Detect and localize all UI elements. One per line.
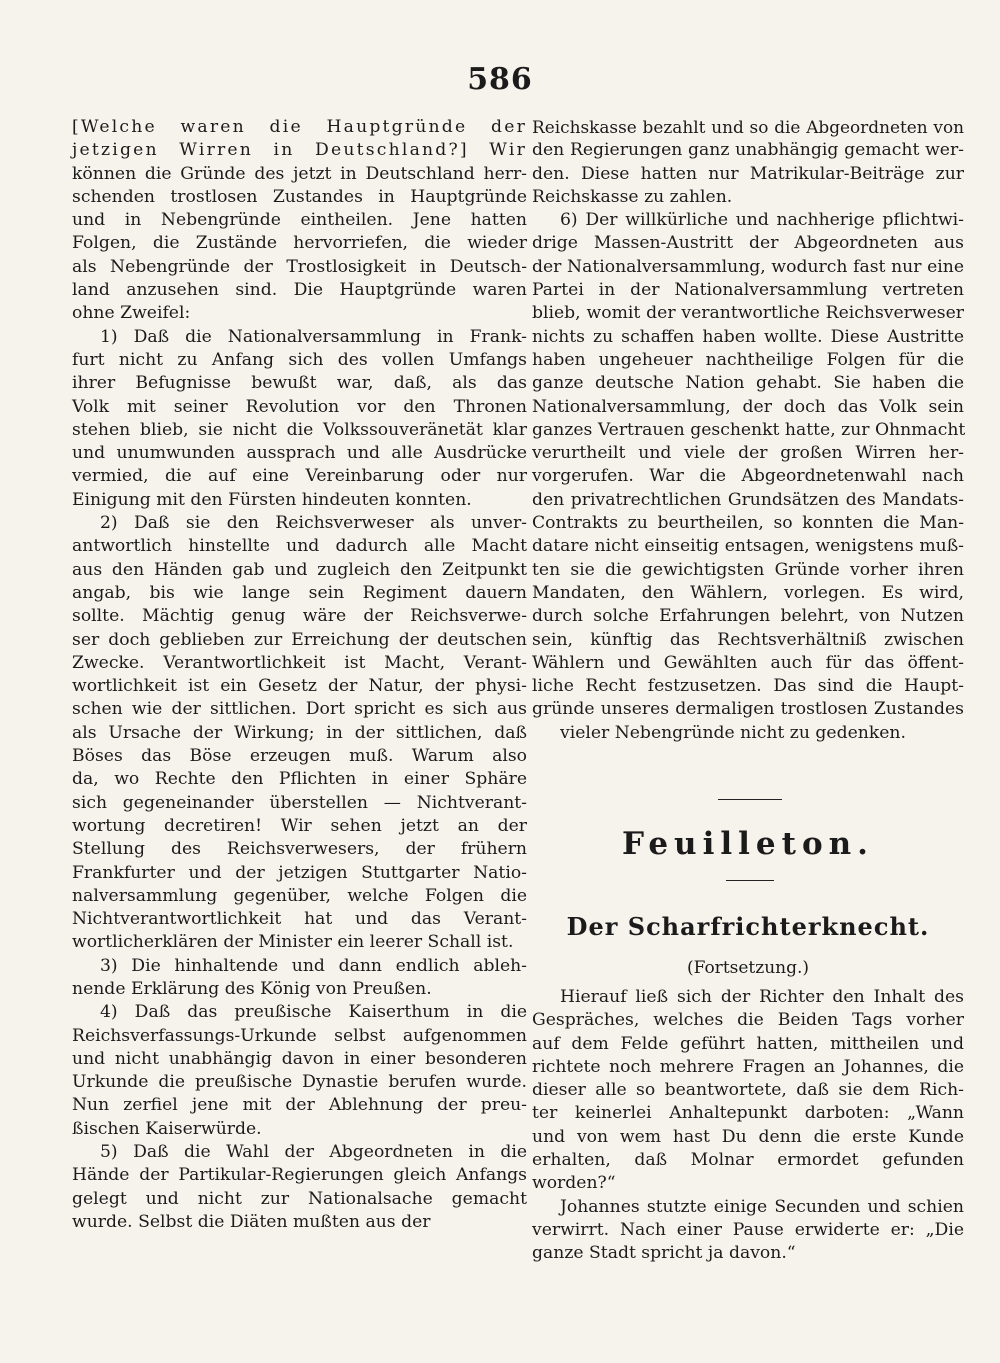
story-line: verwirrt. Nach einer Pause erwiderte er: „Die <box>532 1219 964 1240</box>
text-line: sollte. Mächtig genug wäre der Reichsverwe- <box>72 606 527 627</box>
story-line: Johannes stutzte einige Secunden und schien <box>560 1196 964 1217</box>
text-line: 6) Der willkürliche und nachherige pflichtwi- <box>560 210 964 231</box>
feuilleton-divider <box>726 880 774 881</box>
text-line: 1) Daß die Nationalversammlung in Frank- <box>100 326 527 347</box>
text-line: [Welche waren die Hauptgründe der <box>72 117 527 137</box>
text-line: Reichskasse bezahlt und so die Abgeordneten von <box>532 117 964 137</box>
text-line: Folgen, die Zustände hervorriefen, die wieder <box>72 233 527 254</box>
text-line: vermied, die auf eine Vereinbarung oder nur <box>72 466 527 487</box>
left-column <box>72 116 527 1234</box>
text-line: den privatrechtlichen Grundsätzen des Mandats- <box>532 489 964 510</box>
text-line: Nationalversammlung, der doch das Volk sein <box>532 396 964 417</box>
text-line: gelegt und nicht zur Nationalsache gemacht <box>72 1188 527 1209</box>
text-line: Frankfurter und der jetzigen Stuttgarter Natio- <box>72 862 527 883</box>
text-line: angab, bis wie lange sein Regiment dauern <box>72 582 527 603</box>
story-line: richtete noch mehrere Fragen an Johannes, die <box>532 1056 964 1077</box>
text-line: vieler Nebengründe nicht zu gedenken. <box>560 722 906 743</box>
text-line: furt nicht zu Anfang sich des vollen Umfangs <box>72 349 527 370</box>
text-line: Nun zerfiel jene mit der Ablehnung der preu- <box>72 1095 527 1116</box>
story-title: Der Scharfrichterknecht. <box>566 912 930 941</box>
text-line: jetzigen Wirren in Deutschland?] Wir <box>72 140 527 161</box>
story-line: auf dem Felde geführt hatten, mittheilen und <box>532 1033 964 1054</box>
text-line: Partei in der Nationalversammlung vertreten <box>532 280 964 301</box>
story-text <box>532 986 964 1266</box>
text-line: nichts zu schaffen haben wollte. Diese Austritte <box>532 326 964 347</box>
text-line: ganze deutsche Nation gehabt. Sie haben die <box>532 373 964 394</box>
text-line: sein, künftig das Rechtsverhältniß zwischen <box>532 629 964 650</box>
text-line: wortung decretiren! Wir sehen jetzt an der <box>72 815 527 836</box>
text-line: antwortlich hinstellte und dadurch alle Macht <box>72 536 527 557</box>
text-line: Urkunde die preußische Dynastie berufen wurde. <box>72 1072 527 1093</box>
text-line: wortlichkeit ist ein Gesetz der Natur, der physi- <box>72 676 527 697</box>
text-line: ten sie die gewichtigsten Gründe vorher ihren <box>532 559 964 580</box>
text-line: wurde. Selbst die Diäten mußten aus der <box>72 1211 431 1232</box>
text-line: durch solche Erfahrungen belehrt, von Nutzen <box>532 606 964 627</box>
text-line: 2) Daß sie den Reichsverweser als unver- <box>100 513 527 534</box>
text-line: als Ursache der Wirkung; in der sittlichen, daß <box>72 722 527 743</box>
text-line: Wählern und Gewählten auch für das öffent- <box>532 652 964 673</box>
text-line: der Nationalversammlung, wodurch fast nur eine <box>532 256 964 277</box>
story-line: und von wem hast Du denn die erste Kunde <box>532 1126 964 1147</box>
text-line: Volk mit seiner Revolution vor den Thronen <box>72 396 527 417</box>
text-line: 4) Daß das preußische Kaiserthum in die <box>100 1002 527 1023</box>
text-line: 3) Die hinhaltende und dann endlich ableh- <box>100 955 527 976</box>
text-line: land anzusehen sind. Die Hauptgründe waren <box>72 280 527 301</box>
text-line: Reichsverfassungs-Urkunde selbst aufgenommen <box>72 1025 527 1046</box>
text-line: ganzes Vertrauen geschenkt hatte, zur Ohnmacht <box>532 419 966 440</box>
text-line: den Regierungen ganz unabhängig gemacht wer- <box>532 140 964 161</box>
right-column <box>532 116 964 745</box>
text-line: blieb, womit der verantwortliche Reichsverweser <box>532 303 964 324</box>
text-line: Reichskasse zu zahlen. <box>532 186 733 207</box>
text-line: haben ungeheuer nachtheilige Folgen für die <box>532 349 964 370</box>
text-line: Böses das Böse erzeugen muß. Warum also <box>72 746 527 767</box>
story-line: erhalten, daß Molnar ermordet gefunden <box>532 1150 964 1171</box>
text-line: als Nebengründe der Trostlosigkeit in Deutsch- <box>72 256 527 277</box>
page-number: 586 <box>467 62 533 97</box>
story-line: ter keinerlei Anhaltepunkt darboten: „Wann <box>532 1103 964 1124</box>
text-line: Zwecke. Verantwortlichkeit ist Macht, Verant- <box>72 652 527 673</box>
text-line: Stellung des Reichsverwesers, der frühern <box>72 839 527 860</box>
feuilleton-heading: Feuilleton. <box>622 826 874 862</box>
text-line: den. Diese hatten nur Matrikular-Beiträge zur <box>532 163 964 184</box>
text-line: Contrakts zu beurtheilen, so konnten die Man- <box>532 513 964 534</box>
text-line: ohne Zweifel: <box>72 303 191 324</box>
story-line: Gespräches, welches die Beiden Tags vorher <box>532 1010 964 1031</box>
story-line: ganze Stadt spricht ja davon.“ <box>532 1243 796 1264</box>
text-line: und in Nebengründe eintheilen. Jene hatten <box>72 210 527 231</box>
text-line: Einigung mit den Fürsten hindeuten konnten. <box>72 489 472 510</box>
text-line: ßischen Kaiserwürde. <box>72 1118 262 1139</box>
text-line: nende Erklärung des König von Preußen. <box>72 978 432 999</box>
text-line: und unumwunden aussprach und alle Ausdrücke <box>72 443 527 464</box>
text-line: ihrer Befugnisse bewußt war, daß, als das <box>72 373 527 394</box>
story-line: Hierauf ließ sich der Richter den Inhalt des <box>560 987 964 1007</box>
story-subtitle: (Fortsetzung.) <box>686 958 810 978</box>
text-line: gründe unseres dermaligen trostlosen Zustandes <box>532 699 964 720</box>
text-line: können die Gründe des jetzt in Deutschland herr- <box>72 163 527 184</box>
text-line: sich gegeneinander überstellen — Nichtverant- <box>72 792 527 813</box>
text-line: aus den Händen gab und zugleich den Zeitpunkt <box>72 559 527 580</box>
text-line: vorgerufen. War die Abgeordnetenwahl nach <box>532 466 964 487</box>
text-line: verurtheilt und viele der großen Wirren her- <box>532 443 964 464</box>
text-line: liche Recht festzusetzen. Das sind die Haupt- <box>532 676 964 697</box>
text-line: Nichtverantwortlichkeit hat und das Verant- <box>72 909 527 930</box>
text-line: schenden trostlosen Zustandes in Hauptgründe <box>72 186 527 207</box>
text-line: drige Massen-Austritt der Abgeordneten aus <box>532 233 964 254</box>
text-line: datare nicht einseitig entsagen, wenigstens muß- <box>532 536 964 557</box>
text-line: da, wo Rechte den Pflichten in einer Sphäre <box>72 769 527 790</box>
text-line: Hände der Partikular-Regierungen gleich Anfangs <box>72 1165 527 1186</box>
story-line: dieser alle so beantwortete, daß sie dem Rich- <box>532 1080 964 1101</box>
text-line: wortlicherklären der Minister ein leerer Schall ist. <box>72 932 514 953</box>
text-line: 5) Daß die Wahl der Abgeordneten in die <box>100 1142 527 1163</box>
text-line: schen wie der sittlichen. Dort spricht es sich aus <box>72 699 527 720</box>
section-divider <box>718 799 782 800</box>
story-line: worden?“ <box>532 1173 616 1194</box>
text-line: und nicht unabhängig davon in einer besonderen <box>72 1048 527 1069</box>
text-line: stehen blieb, sie nicht die Volkssouveränetät klar <box>72 419 527 440</box>
text-line: nalversammlung gegenüber, welche Folgen die <box>72 885 527 906</box>
text-line: ser doch geblieben zur Erreichung der deutschen <box>72 629 527 650</box>
text-line: Mandaten, den Wählern, vorlegen. Es wird, <box>532 582 964 603</box>
